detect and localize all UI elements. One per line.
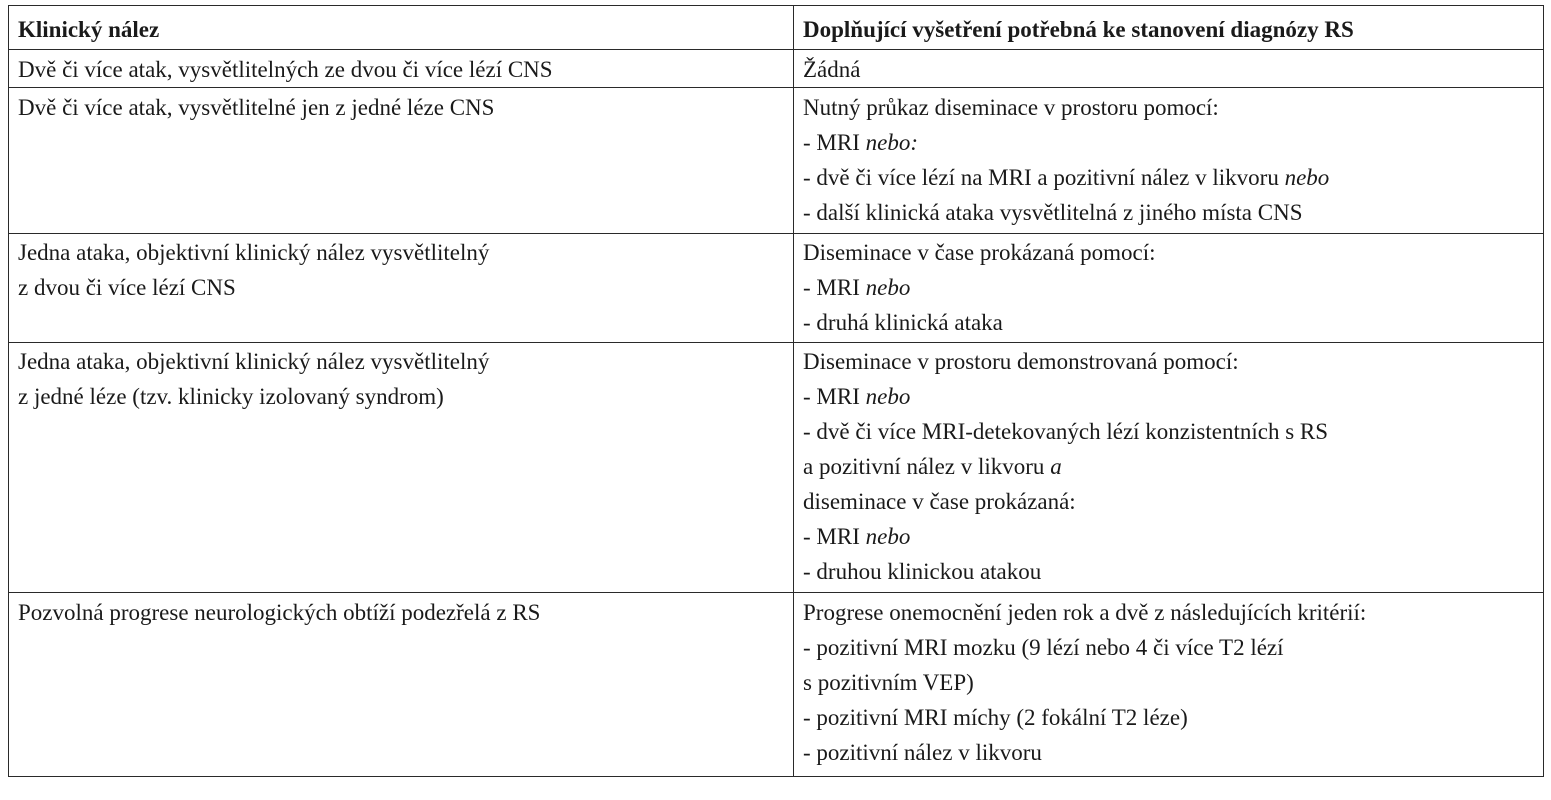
finding-cell bbox=[9, 593, 794, 777]
finding-line: Pozvolná progrese neurologických obtíží podezřelá z RS bbox=[18, 600, 541, 625]
exams-cell bbox=[794, 234, 1544, 343]
exam-line bbox=[803, 305, 1535, 340]
exam-line bbox=[803, 595, 1535, 630]
exam-line-text: - MRI bbox=[803, 130, 866, 155]
exam-line-text: - pozitivní MRI mozku (9 lézí nebo 4 či více T2 lézí bbox=[803, 635, 1284, 660]
exam-line-emphasis: nebo bbox=[1284, 165, 1330, 190]
exams-cell bbox=[794, 50, 1544, 88]
exam-line bbox=[803, 235, 1535, 270]
finding-cell bbox=[9, 343, 794, 593]
exam-line-text: Progrese onemocnění jeden rok a dvě z následujících kritérií: bbox=[803, 600, 1367, 625]
header-additional-exams: Doplňující vyšetření potřebná ke stanovení diagnózy RS bbox=[794, 6, 1544, 50]
exam-line-text: - druhou klinickou atakou bbox=[803, 559, 1042, 584]
exam-line bbox=[803, 160, 1535, 195]
finding-line: Jedna ataka, objektivní klinický nález vysvětlitelný bbox=[18, 240, 490, 265]
exam-line-emphasis: nebo bbox=[865, 524, 911, 549]
exam-line bbox=[803, 449, 1535, 484]
table-row bbox=[9, 88, 1544, 234]
exam-line bbox=[803, 90, 1535, 125]
exam-line bbox=[803, 484, 1535, 519]
exam-line-text: - druhá klinická ataka bbox=[803, 310, 1003, 335]
exam-line-text: s pozitivním VEP) bbox=[803, 670, 974, 695]
exam-line-text: diseminace v čase prokázaná: bbox=[803, 489, 1076, 514]
exams-cell bbox=[794, 88, 1544, 234]
exam-line-text: a pozitivní nález v likvoru bbox=[803, 454, 1051, 479]
finding-cell bbox=[9, 234, 794, 343]
exam-line-text: - dvě či více MRI-detekovaných lézí konzistentních s RS bbox=[803, 419, 1329, 444]
exam-line bbox=[803, 344, 1535, 379]
diagnostic-criteria-table bbox=[8, 5, 1544, 777]
exam-line bbox=[803, 519, 1535, 554]
exam-line-text: - dvě či více lézí na MRI a pozitivní nález v likvoru bbox=[803, 165, 1285, 190]
criteria-table-container bbox=[8, 5, 1543, 793]
table-row bbox=[9, 234, 1544, 343]
exam-line-text: - další klinická ataka vysvětlitelná z jiného místa CNS bbox=[803, 200, 1303, 225]
finding-line: Dvě či více atak, vysvětlitelných ze dvou či více lézí CNS bbox=[18, 57, 553, 82]
exam-line-text: - pozitivní MRI míchy (2 fokální T2 léze) bbox=[803, 705, 1188, 730]
exam-line bbox=[803, 270, 1535, 305]
exam-line bbox=[803, 125, 1535, 160]
table-row bbox=[9, 593, 1544, 777]
exam-line bbox=[803, 700, 1535, 735]
finding-cell bbox=[9, 88, 794, 234]
finding-line: Dvě či více atak, vysvětlitelné jen z jedné léze CNS bbox=[18, 95, 495, 120]
exam-line-text: - MRI bbox=[803, 524, 866, 549]
exam-line-text: - MRI bbox=[803, 275, 866, 300]
exam-line-text: Žádná bbox=[803, 57, 861, 82]
finding-cell bbox=[9, 50, 794, 88]
exam-line-text: Nutný průkaz diseminace v prostoru pomocí: bbox=[803, 95, 1219, 120]
exam-line bbox=[803, 414, 1535, 449]
exam-line bbox=[803, 52, 1535, 87]
exam-line-emphasis: nebo bbox=[865, 275, 911, 300]
finding-line: z dvou či více lézí CNS bbox=[18, 275, 236, 300]
table-body bbox=[9, 50, 1544, 777]
exam-line-emphasis: nebo: bbox=[865, 130, 918, 155]
exam-line-text: - pozitivní nález v likvoru bbox=[803, 740, 1042, 765]
table-row bbox=[9, 50, 1544, 88]
finding-line: z jedné léze (tzv. klinicky izolovaný syndrom) bbox=[18, 384, 444, 409]
exam-line bbox=[803, 195, 1535, 230]
finding-line: Jedna ataka, objektivní klinický nález vysvětlitelný bbox=[18, 349, 490, 374]
exam-line bbox=[803, 379, 1535, 414]
exam-line-emphasis: a bbox=[1050, 454, 1062, 479]
exam-line bbox=[803, 665, 1535, 700]
exam-line bbox=[803, 630, 1535, 665]
exam-line-text: - MRI bbox=[803, 384, 866, 409]
table-header-row bbox=[9, 6, 1544, 50]
exam-line-emphasis: nebo bbox=[865, 384, 911, 409]
exams-cell bbox=[794, 593, 1544, 777]
header-clinical-finding: Klinický nález bbox=[9, 6, 794, 50]
exam-line bbox=[803, 735, 1535, 770]
exam-line bbox=[803, 554, 1535, 589]
table-row bbox=[9, 343, 1544, 593]
exam-line-text: Diseminace v čase prokázaná pomocí: bbox=[803, 240, 1156, 265]
exam-line-text: Diseminace v prostoru demonstrovaná pomocí: bbox=[803, 349, 1239, 374]
exams-cell bbox=[794, 343, 1544, 593]
